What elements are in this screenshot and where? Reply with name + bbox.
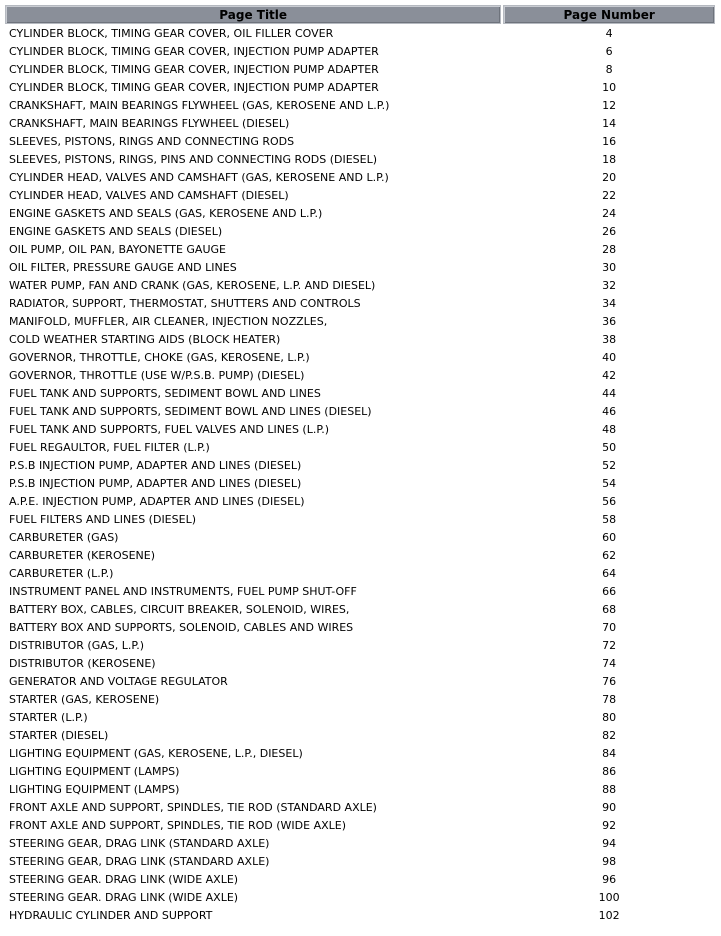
page-title-cell: SLEEVES, PISTONS, RINGS AND CONNECTING RODS — [9, 135, 295, 148]
page-number-cell: 10 — [602, 81, 617, 94]
page-title-cell: STEERING GEAR. DRAG LINK (WIDE AXLE) — [9, 891, 239, 904]
table-row — [5, 188, 715, 204]
table-row — [5, 152, 715, 168]
table-row — [5, 494, 715, 510]
table-row — [5, 548, 715, 564]
table-row — [5, 530, 715, 546]
page-title-cell: HYDRAULIC CYLINDER AND SUPPORT — [9, 909, 213, 922]
table-row — [5, 404, 715, 420]
table-row — [5, 170, 715, 186]
table-row — [5, 764, 715, 780]
page-title-cell: CYLINDER BLOCK, TIMING GEAR COVER, OIL FILLER COVER — [9, 27, 334, 40]
page-title-cell: LIGHTING EQUIPMENT (LAMPS) — [9, 765, 180, 778]
page-title-cell: GOVERNOR, THROTTLE (USE W/P.S.B. PUMP) (DIESEL) — [9, 369, 305, 382]
table-row — [5, 692, 715, 708]
page-number-cell: 88 — [602, 783, 617, 796]
page-title-cell: CYLINDER HEAD, VALVES AND CAMSHAFT (GAS, KEROSENE AND L.P.) — [9, 171, 389, 184]
page-title-cell: FUEL FILTERS AND LINES (DIESEL) — [9, 513, 196, 526]
table-header-row — [5, 5, 715, 24]
table-row — [5, 602, 715, 618]
table-row — [5, 260, 715, 276]
page-number-cell: 84 — [602, 747, 617, 760]
page-number-cell: 44 — [602, 387, 617, 400]
column-header-page-title[interactable]: Page Title — [5, 5, 501, 24]
table-row — [5, 476, 715, 492]
table-row — [5, 440, 715, 456]
table-row — [5, 224, 715, 240]
table-row — [5, 818, 715, 834]
table-row — [5, 800, 715, 816]
page-number-cell: 90 — [602, 801, 617, 814]
table-row — [5, 422, 715, 438]
page-number-cell: 12 — [602, 99, 617, 112]
table-row — [5, 386, 715, 402]
table-row — [5, 26, 715, 42]
page-title-cell: OIL PUMP, OIL PAN, BAYONETTE GAUGE — [9, 243, 226, 256]
page-number-cell: 42 — [602, 369, 617, 382]
page-number-cell: 30 — [602, 261, 617, 274]
table-row — [5, 80, 715, 96]
table-row — [5, 908, 715, 924]
page-number-cell: 36 — [602, 315, 617, 328]
page-title-cell: STEERING GEAR, DRAG LINK (STANDARD AXLE) — [9, 837, 270, 850]
page-number-cell: 6 — [605, 45, 613, 58]
page-title-cell: STARTER (GAS, KEROSENE) — [9, 693, 160, 706]
page-number-cell: 68 — [602, 603, 617, 616]
column-header-page-number[interactable]: Page Number — [503, 5, 715, 24]
page-title-cell: CARBURETER (GAS) — [9, 531, 119, 544]
page-number-cell: 40 — [602, 351, 617, 364]
page-number-cell: 22 — [602, 189, 617, 202]
page-title-cell: CARBURETER (KEROSENE) — [9, 549, 156, 562]
table-row — [5, 872, 715, 888]
page-number-cell: 62 — [602, 549, 617, 562]
page-title-cell: ENGINE GASKETS AND SEALS (GAS, KEROSENE AND L.P.) — [9, 207, 323, 220]
page-title-cell: P.S.B INJECTION PUMP, ADAPTER AND LINES (DIESEL) — [9, 477, 302, 490]
page-number-cell: 92 — [602, 819, 617, 832]
page-number-cell: 76 — [602, 675, 617, 688]
page-number-cell: 66 — [602, 585, 617, 598]
page-title-cell: STEERING GEAR. DRAG LINK (WIDE AXLE) — [9, 873, 239, 886]
table-row — [5, 854, 715, 870]
page-number-cell: 28 — [602, 243, 617, 256]
page-title-cell: GENERATOR AND VOLTAGE REGULATOR — [9, 675, 228, 688]
table-row — [5, 242, 715, 258]
page-number-cell: 70 — [602, 621, 617, 634]
table-row — [5, 674, 715, 690]
page-title-cell: CYLINDER BLOCK, TIMING GEAR COVER, INJECTION PUMP ADAPTER — [9, 81, 379, 94]
page-title-cell: CYLINDER BLOCK, TIMING GEAR COVER, INJECTION PUMP ADAPTER — [9, 45, 379, 58]
table-row — [5, 332, 715, 348]
table-row — [5, 350, 715, 366]
table-row — [5, 584, 715, 600]
page-number-cell: 48 — [602, 423, 617, 436]
table-row — [5, 746, 715, 762]
page-number-cell: 52 — [602, 459, 617, 472]
table-body — [5, 26, 715, 924]
page-title-cell: WATER PUMP, FAN AND CRANK (GAS, KEROSENE, L.P. AND DIESEL) — [9, 279, 376, 292]
page-title-cell: DISTRIBUTOR (GAS, L.P.) — [9, 639, 145, 652]
page-number-cell: 64 — [602, 567, 617, 580]
table-row — [5, 134, 715, 150]
table-row — [5, 368, 715, 384]
table-row — [5, 206, 715, 222]
table-row — [5, 836, 715, 852]
table-row — [5, 98, 715, 114]
page-number-cell: 86 — [602, 765, 617, 778]
table-row — [5, 782, 715, 798]
page-number-cell: 16 — [602, 135, 617, 148]
page-title-cell: FRONT AXLE AND SUPPORT, SPINDLES, TIE ROD (STANDARD AXLE) — [9, 801, 377, 814]
page-title-cell: LIGHTING EQUIPMENT (GAS, KEROSENE, L.P., DIESEL) — [9, 747, 303, 760]
page-number-cell: 32 — [602, 279, 617, 292]
page-title-cell: GOVERNOR, THROTTLE, CHOKE (GAS, KEROSENE, L.P.) — [9, 351, 310, 364]
page-number-cell: 78 — [602, 693, 617, 706]
table-row — [5, 458, 715, 474]
page-title-cell: MANIFOLD, MUFFLER, AIR CLEANER, INJECTION NOZZLES, — [9, 315, 328, 328]
table-row — [5, 728, 715, 744]
page-number-cell: 100 — [598, 891, 620, 904]
page-title-cell: INSTRUMENT PANEL AND INSTRUMENTS, FUEL PUMP SHUT-OFF — [9, 585, 357, 598]
page-title-cell: DISTRIBUTOR (KEROSENE) — [9, 657, 156, 670]
page-title-cell: LIGHTING EQUIPMENT (LAMPS) — [9, 783, 180, 796]
page-title-cell: A.P.E. INJECTION PUMP, ADAPTER AND LINES (DIESEL) — [9, 495, 305, 508]
page-title-cell: CYLINDER HEAD, VALVES AND CAMSHAFT (DIESEL) — [9, 189, 289, 202]
page-title-cell: SLEEVES, PISTONS, RINGS, PINS AND CONNECTING RODS (DIESEL) — [9, 153, 378, 166]
table-row — [5, 62, 715, 78]
page-number-cell: 14 — [602, 117, 617, 130]
page-title-cell: P.S.B INJECTION PUMP, ADAPTER AND LINES (DIESEL) — [9, 459, 302, 472]
page-title-cell: RADIATOR, SUPPORT, THERMOSTAT, SHUTTERS AND CONTROLS — [9, 297, 361, 310]
table-row — [5, 278, 715, 294]
page-number-cell: 34 — [602, 297, 617, 310]
page-number-cell: 50 — [602, 441, 617, 454]
page-number-cell: 26 — [602, 225, 617, 238]
page-title-cell: FUEL TANK AND SUPPORTS, SEDIMENT BOWL AND LINES — [9, 387, 321, 400]
page-title-cell: CRANKSHAFT, MAIN BEARINGS FLYWHEEL (DIESEL) — [9, 117, 290, 130]
table-row — [5, 116, 715, 132]
page-number-cell: 98 — [602, 855, 617, 868]
page-index-table — [3, 3, 717, 926]
table-row — [5, 890, 715, 906]
page-title-cell: OIL FILTER, PRESSURE GAUGE AND LINES — [9, 261, 237, 274]
page-number-cell: 82 — [602, 729, 617, 742]
page-title-cell: ENGINE GASKETS AND SEALS (DIESEL) — [9, 225, 223, 238]
page-title-cell: FUEL TANK AND SUPPORTS, FUEL VALVES AND LINES (L.P.) — [9, 423, 330, 436]
page-number-cell: 102 — [598, 909, 620, 922]
page-number-cell: 72 — [602, 639, 617, 652]
page-number-cell: 46 — [602, 405, 617, 418]
page-number-cell: 80 — [602, 711, 617, 724]
table-row — [5, 566, 715, 582]
page-title-cell: BATTERY BOX AND SUPPORTS, SOLENOID, CABLES AND WIRES — [9, 621, 354, 634]
page-number-cell: 4 — [605, 27, 613, 40]
page-number-cell: 74 — [602, 657, 617, 670]
page-number-cell: 94 — [602, 837, 617, 850]
page-title-cell: COLD WEATHER STARTING AIDS (BLOCK HEATER) — [9, 333, 281, 346]
page-title-cell: STARTER (L.P.) — [9, 711, 88, 724]
table-row — [5, 314, 715, 330]
page-title-cell: STARTER (DIESEL) — [9, 729, 109, 742]
page-number-cell: 24 — [602, 207, 617, 220]
table-row — [5, 638, 715, 654]
page-number-cell: 54 — [602, 477, 617, 490]
page-title-cell: CARBURETER (L.P.) — [9, 567, 114, 580]
page-number-cell: 58 — [602, 513, 617, 526]
page-number-cell: 56 — [602, 495, 617, 508]
page-title-cell: BATTERY BOX, CABLES, CIRCUIT BREAKER, SOLENOID, WIRES, — [9, 603, 350, 616]
page-number-cell: 8 — [605, 63, 613, 76]
page-title-cell: CRANKSHAFT, MAIN BEARINGS FLYWHEEL (GAS, KEROSENE AND L.P.) — [9, 99, 390, 112]
page-title-cell: STEERING GEAR, DRAG LINK (STANDARD AXLE) — [9, 855, 270, 868]
page-number-cell: 38 — [602, 333, 617, 346]
table-row — [5, 44, 715, 60]
page-title-cell: FRONT AXLE AND SUPPORT, SPINDLES, TIE ROD (WIDE AXLE) — [9, 819, 346, 832]
table-row — [5, 512, 715, 528]
page-title-cell: FUEL TANK AND SUPPORTS, SEDIMENT BOWL AND LINES (DIESEL) — [9, 405, 372, 418]
page-number-cell: 96 — [602, 873, 617, 886]
table-row — [5, 620, 715, 636]
page-number-cell: 20 — [602, 171, 617, 184]
table-row — [5, 296, 715, 312]
page-number-cell: 18 — [602, 153, 617, 166]
page-title-cell: FUEL REGAULTOR, FUEL FILTER (L.P.) — [9, 441, 210, 454]
page-title-cell: CYLINDER BLOCK, TIMING GEAR COVER, INJECTION PUMP ADAPTER — [9, 63, 379, 76]
table-row — [5, 656, 715, 672]
table-row — [5, 710, 715, 726]
page-number-cell: 60 — [602, 531, 617, 544]
